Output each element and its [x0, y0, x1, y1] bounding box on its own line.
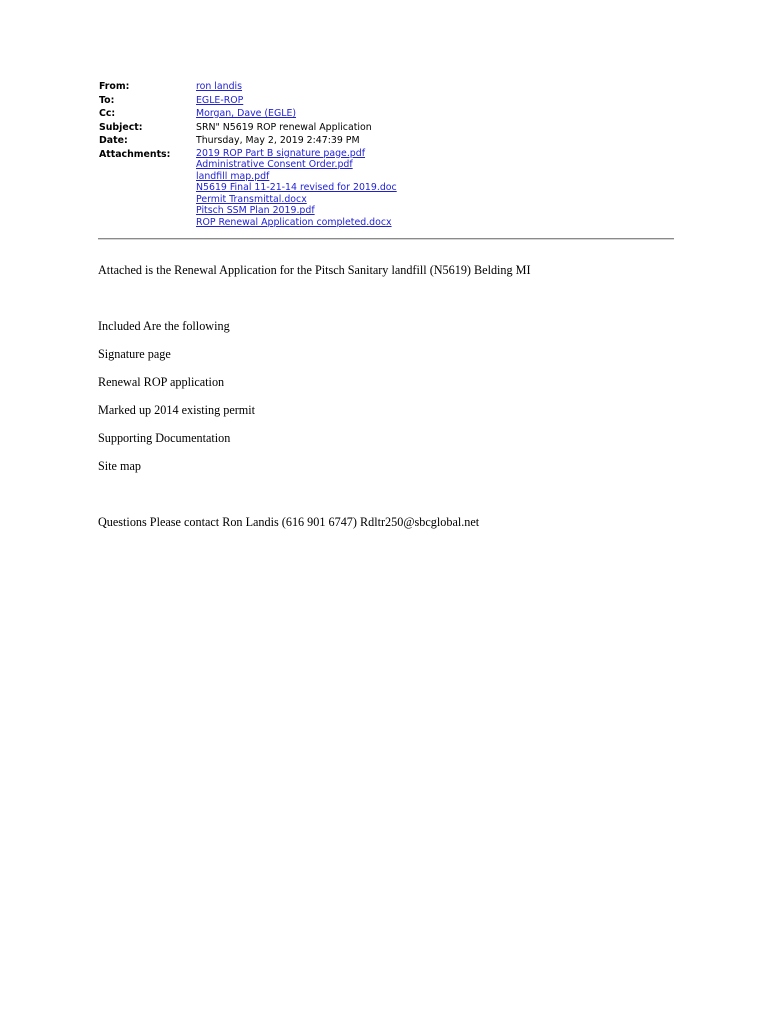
- list-item: Signature page: [98, 347, 171, 361]
- attachment-link[interactable]: Administrative Consent Order.pdf: [196, 159, 353, 171]
- date-row: [99, 134, 674, 148]
- subject-row: [99, 121, 674, 135]
- intro-text: Attached is the Renewal Application for the Pitsch Sanitary landfill (N5619) Belding MI: [98, 263, 531, 277]
- email-header: [99, 80, 674, 229]
- attachments-row: [99, 148, 674, 229]
- subject-label: Subject:: [99, 121, 143, 133]
- to-link[interactable]: EGLE-ROP: [196, 94, 244, 106]
- attachments-list: [196, 148, 674, 229]
- list-item: Marked up 2014 existing permit: [98, 403, 256, 417]
- from-link[interactable]: ron landis: [196, 81, 243, 92]
- to-row: [99, 94, 674, 108]
- attachment-link[interactable]: ROP Renewal Application completed.docx: [196, 217, 392, 229]
- list-item: Site map: [98, 459, 141, 473]
- contact-text: Questions Please contact Ron Landis (616 901 6747) Rdltr250@sbcglobal.net: [98, 515, 480, 529]
- header-divider: [98, 238, 674, 240]
- list-item: Renewal ROP application: [98, 375, 225, 389]
- to-label: To:: [99, 94, 115, 106]
- attachment-link[interactable]: 2019 ROP Part B signature page.pdf: [196, 147, 366, 159]
- attachment-link[interactable]: landfill map.pdf: [196, 170, 270, 182]
- cc-label: Cc:: [99, 108, 116, 119]
- from-label: From:: [99, 81, 130, 92]
- attachment-link[interactable]: Permit Transmittal.docx: [196, 193, 307, 205]
- from-row: [99, 80, 674, 94]
- included-heading: Included Are the following: [98, 319, 230, 333]
- subject-value: SRN" N5619 ROP renewal Application: [196, 121, 372, 133]
- cc-link[interactable]: Morgan, Dave (EGLE): [196, 108, 297, 119]
- date-label: Date:: [99, 135, 128, 146]
- attachment-link[interactable]: Pitsch SSM Plan 2019.pdf: [196, 205, 315, 217]
- list-item: Supporting Documentation: [98, 431, 231, 445]
- cc-row: [99, 107, 674, 121]
- attachments-label: Attachments:: [99, 148, 171, 160]
- attachment-link[interactable]: N5619 Final 11-21-14 revised for 2019.doc: [196, 182, 397, 194]
- date-value: Thursday, May 2, 2019 2:47:39 PM: [196, 135, 360, 146]
